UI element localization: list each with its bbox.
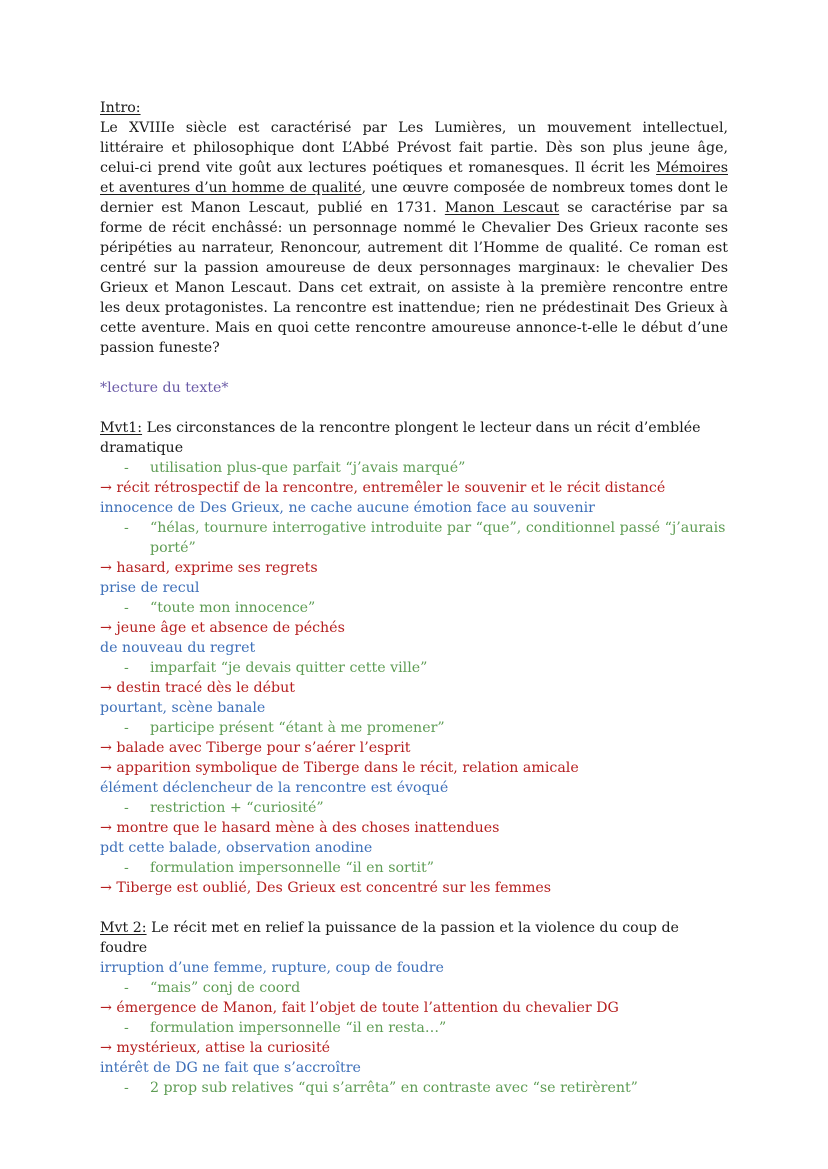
analysis-line: → mystérieux, attise la curiosité xyxy=(100,1040,331,1056)
bullet-text: participe présent “étant à me promener” xyxy=(150,720,445,736)
analysis-line: → émergence de Manon, fait l’objet de toute l’attention du chevalier DG xyxy=(100,1000,619,1016)
intro-paragraph xyxy=(100,118,728,358)
intro-heading-label: Intro: xyxy=(100,100,141,116)
interpretation-line: intérêt de DG ne fait que s’accroître xyxy=(100,1060,361,1076)
interpretation-line: prise de recul xyxy=(100,580,200,596)
bullet-text: formulation impersonnelle “il en sortit” xyxy=(150,860,434,876)
intro-heading xyxy=(100,98,728,118)
bullet-text: restriction + “curiosité” xyxy=(150,800,324,816)
mvt1-notes xyxy=(100,458,728,898)
bullet-text: “hélas, tournure interrogative introduite par “que”, conditionnel passé “j’aurais porté” xyxy=(150,520,726,556)
bullet-text: “toute mon innocence” xyxy=(150,600,316,616)
interpretation-line: irruption d’une femme, rupture, coup de foudre xyxy=(100,960,444,976)
work-title-memoires: Mémoires et aventures d’un homme de qualité xyxy=(100,160,728,196)
bullet-item xyxy=(100,658,728,678)
dash-marker: - xyxy=(124,660,129,676)
interpretation-line: innocence de Des Grieux, ne cache aucune émotion face au souvenir xyxy=(100,500,595,516)
mvt2-title: Le récit met en relief la puissance de la passion et la violence du coup de foudre xyxy=(100,920,679,956)
intro-text-2: , une œuvre composée de nombreux tomes dont le dernier est Manon Lescaut, publié en 1731. xyxy=(100,180,728,216)
bullet-item xyxy=(100,798,728,818)
bullet-text: 2 prop sub relatives “qui s’arrêta” en contraste avec “se retirèrent” xyxy=(150,1080,638,1096)
analysis-line: → apparition symbolique de Tiberge dans le récit, relation amicale xyxy=(100,760,579,776)
spacer xyxy=(100,398,728,418)
intro-text-3: se caractérise par sa forme de récit enchâssé: un personnage nommé le Chevalier Des Grieux raconte ses péripéties au narrateur, Renoncour, autrement dit l’Homme de qualité. Ce roman est centré sur la passion amoureuse de deux personnages marginaux: le chevalier Des Grieux et Manon Lescaut. Dans cet extrait, on assiste à la première rencontre entre les deux protagonistes. La rencontre est inattendue; rien ne prédestinait Des Grieux à cette aventure. Mais en quoi cette rencontre amoureuse annonce-t-elle le début d’une passion funeste? xyxy=(100,200,728,356)
dash-marker: - xyxy=(124,1080,129,1096)
dash-marker: - xyxy=(124,460,129,476)
bullet-item xyxy=(100,458,728,478)
bullet-text: imparfait “je devais quitter cette ville” xyxy=(150,660,428,676)
interpretation-line: pdt cette balade, observation anodine xyxy=(100,840,373,856)
spacer xyxy=(100,358,728,378)
spacer xyxy=(100,898,728,918)
dash-marker: - xyxy=(124,980,129,996)
dash-marker: - xyxy=(124,1020,129,1036)
analysis-line: → hasard, exprime ses regrets xyxy=(100,560,318,576)
bullet-item xyxy=(100,598,728,618)
bullet-text: “mais” conj de coord xyxy=(150,980,301,996)
bullet-item xyxy=(100,978,728,998)
intro-text-1: Le XVIIIe siècle est caractérisé par Les Lumières, un mouvement intellectuel, littéraire et philosophique dont L’Abbé Prévost fait partie. Dès son plus jeune âge, celui-ci prend vite goût aux lectures poétiques et romanesques. Il écrit les xyxy=(100,120,728,176)
reading-note: *lecture du texte* xyxy=(100,380,229,396)
bullet-text: formulation impersonnelle “il en resta…” xyxy=(150,1020,447,1036)
bullet-item xyxy=(100,1078,728,1098)
mvt1-heading xyxy=(100,418,728,458)
dash-marker: - xyxy=(124,520,129,536)
analysis-line: → destin tracé dès le début xyxy=(100,680,295,696)
analysis-line: → Tiberge est oublié, Des Grieux est concentré sur les femmes xyxy=(100,880,552,896)
bullet-item xyxy=(100,718,728,738)
mvt2-notes xyxy=(100,958,728,1098)
dash-marker: - xyxy=(124,600,129,616)
mvt1-label: Mvt1: xyxy=(100,420,143,436)
dash-marker: - xyxy=(124,860,129,876)
mvt2-label: Mvt 2: xyxy=(100,920,147,936)
dash-marker: - xyxy=(124,800,129,816)
mvt1-title: Les circonstances de la rencontre plongent le lecteur dans un récit d’emblée dramatique xyxy=(100,420,701,456)
bullet-item xyxy=(100,1018,728,1038)
bullet-item xyxy=(100,518,728,558)
work-title-manon: Manon Lescaut xyxy=(444,200,560,216)
analysis-line: → jeune âge et absence de péchés xyxy=(100,620,345,636)
interpretation-line: pourtant, scène banale xyxy=(100,700,266,716)
analysis-line: → balade avec Tiberge pour s’aérer l’esprit xyxy=(100,740,411,756)
bullet-item xyxy=(100,858,728,878)
mvt2-heading xyxy=(100,918,728,958)
analysis-line: → récit rétrospectif de la rencontre, entremêler le souvenir et le récit distancé xyxy=(100,480,666,496)
document-page xyxy=(100,98,728,1098)
analysis-line: → montre que le hasard mène à des choses inattendues xyxy=(100,820,500,836)
interpretation-line: de nouveau du regret xyxy=(100,640,256,656)
bullet-text: utilisation plus-que parfait “j’avais marqué” xyxy=(150,460,466,476)
dash-marker: - xyxy=(124,720,129,736)
interpretation-line: élément déclencheur de la rencontre est évoqué xyxy=(100,780,449,796)
